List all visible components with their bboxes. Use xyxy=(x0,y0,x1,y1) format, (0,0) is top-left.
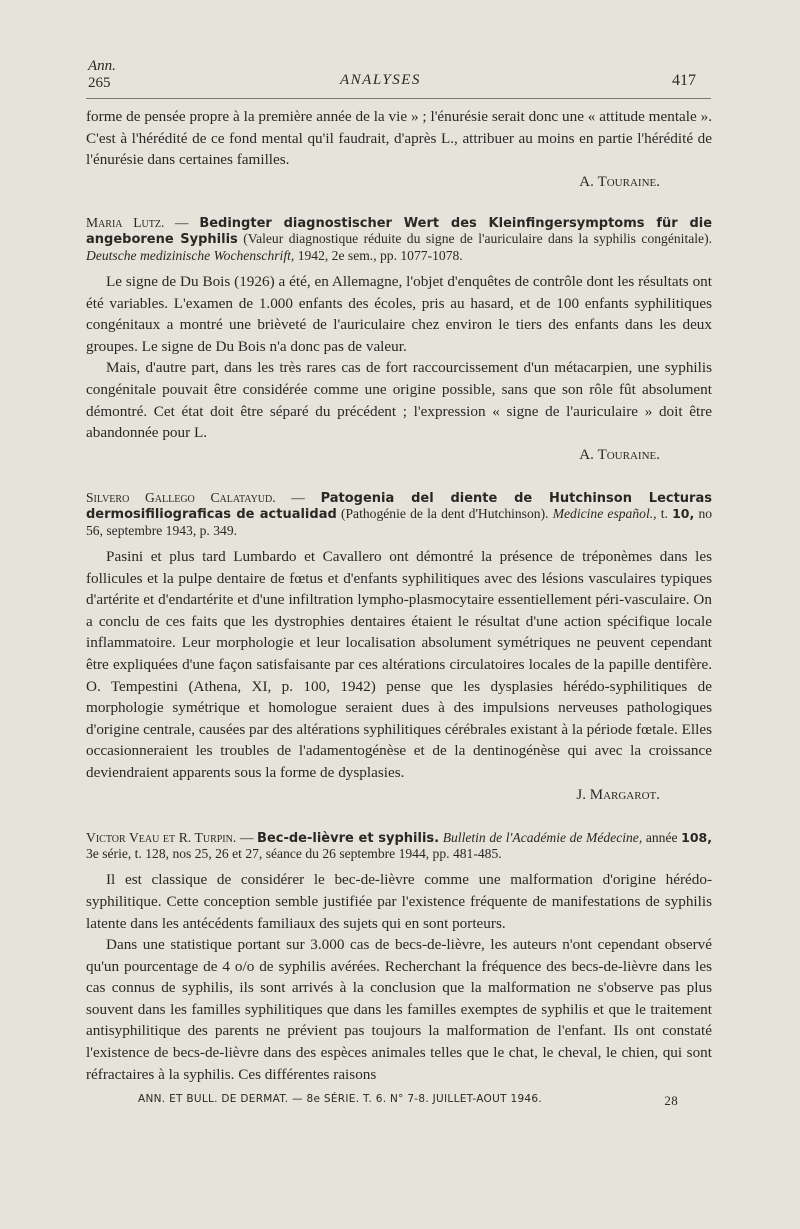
reference-detail: t. xyxy=(660,506,668,522)
reference-journal: Deutsche medizinische Wochenschrift, xyxy=(86,247,295,263)
reference-detail: année xyxy=(645,829,678,845)
running-head-left xyxy=(88,58,116,92)
running-head-number: 265 xyxy=(88,75,111,91)
reference-detail: 3e série, t. 128, nos 25, 26 et 27, séance du 26 septembre 1944, pp. 481-485. xyxy=(86,845,502,861)
footer-citation: ANN. ET BULL. DE DERMAT. — 8e SÉRIE. T. 6. N° 7-8. JUILLET-AOUT 1946. xyxy=(138,1093,543,1105)
reference-translation: (Valeur diagnostique réduite du signe de l'auriculaire dans la syphilis congénitale). xyxy=(243,231,713,247)
reference-title: Bedingter diagnostischer Wert des Kleinfingersymptoms für die angeborene Syphilis xyxy=(86,215,713,248)
article-reference xyxy=(86,830,712,862)
article-reference xyxy=(86,490,712,538)
reference-journal: Medicine español., xyxy=(552,506,657,522)
reference-title: Bec-de-lièvre et syphilis. xyxy=(257,830,440,846)
page-body xyxy=(86,106,712,1085)
paragraph: Il est classique de considérer le bec-de-lièvre comme une malformation d'origine hérédo-syphilitique. Cette conception semble justifiée par l'existence fréquente de manifestations de syphilis latente dans les antécédents familiaux des sujets qui en sont porteurs. xyxy=(86,871,712,932)
reference-journal: Bulletin de l'Académie de Médecine, xyxy=(442,829,643,845)
reference-detail: 1942, 2e sem., pp. 1077-1078. xyxy=(297,247,463,263)
page-number: 417 xyxy=(672,72,696,89)
reviewer-name: Touraine. xyxy=(597,446,660,463)
reference-detail: no 56, septembre 1943, p. 349. xyxy=(86,506,713,538)
paragraph: Le signe de Du Bois (1926) a été, en Allemagne, l'objet d'enquêtes de contrôle dont les résultats ont été variables. L'examen de 1.000 enfants des écoles, pris au hasard, et de 100 enfants syphilitiques congénitaux a montré une brièveté de l'auriculaire chez environ le tiers des enfants dans les deux groupes. Le signe de Du Bois n'a donc pas de valeur. xyxy=(86,273,712,355)
reference-translation: (Pathogénie de la dent d'Hutchinson). xyxy=(340,506,549,522)
reviewer-name: Margarot. xyxy=(589,786,660,803)
paragraph: Dans une statistique portant sur 3.000 cas de becs-de-lièvre, les auteurs n'ont cependant observé qu'un pourcentage de 4 o/o de syphilis avérées. Recherchant la fréquence des becs-de-lièvre dans les cas connus de syphilis, ils sont arrivés à la conclusion que la malformation ne s'observe pas plus souvent dans les familles syphilitiques que dans les familles exemptes de syphilis et que le traitement antisyphilitique des parents ne prévient pas toujours la malformation de l'enfant. Ils ont constaté l'existence de becs-de-lièvre dans des espèces animales telles que le chat, le cheval, le chien, qui sont réfractaires à la syphilis. Ces différentes raisons xyxy=(86,936,712,1083)
running-head-title: ANALYSES xyxy=(340,72,421,88)
paragraph: Mais, d'autre part, dans les très rares cas de fort raccourcissement d'un métacarpien, une syphilis congénitale pouvait être considérée comme une origine possible, sans que son rôle fût absolument démontré. Cet état doit être séparé du précédent ; l'expression « signe de l'auriculaire » doit être abandonnée pour L. xyxy=(86,359,712,442)
reviewer-initial: A. xyxy=(579,173,594,190)
reference-author: Silvero Gallego Calatayud. — xyxy=(86,489,305,505)
header-rule xyxy=(86,98,711,99)
page-footer xyxy=(138,1093,698,1108)
reference-author: Maria Lutz. — xyxy=(86,214,189,230)
article-reference xyxy=(86,215,712,263)
reference-author: Victor Veau et R. Turpin. — xyxy=(86,829,254,845)
reference-volume: 108, xyxy=(681,829,712,845)
paragraph: Pasini et plus tard Lumbardo et Cavallero ont démontré la présence de tréponèmes dans les follicules et la pulpe dentaire de fœtus et d'enfants syphilitiques avec des lésions vasculaires typiques d'artérite et d'endartérite et d'une infiltration lympho-plasmocytaire essentiellement péri-vasculaire. On a conclu de ces faits que les dystrophies dentaires étaient le résultat d'une action spécifique locale inflammatoire. Leur morphologie et leur localisation absolument symétriques ne peuvent cependant être expliquées d'une façon satisfaisante par ces altérations circulatoires locales de la papille dentifère. O. Tempestini (Athena, XI, p. 100, 1942) pense que les dysplasies hérédo-syphilitiques de morphologie symétrique et homologue seraient dues à des impulsions nerveuses pathologiques d'origine centrale, causées par des altérations syphilitiques cérébrales existant à la période fœtale. Elles occasionneraient les troubles de l'adamentogénèse et de la dentinogénèse qui avec la croissance deviendraient apparents sous la forme de dysplasies. xyxy=(86,547,712,781)
reviewer-signature xyxy=(86,784,712,806)
reference-volume: 10, xyxy=(672,506,695,522)
reviewer-signature xyxy=(86,171,712,193)
paragraph: forme de pensée propre à la première année de la vie » ; l'énurésie serait donc une « attitude mentale ». C'est à l'hérédité de ce fond mental qu'il faudrait, d'après L., attribuer au moins en partie l'hérédité de l'énurésie dans certaines familles. xyxy=(86,108,712,169)
reviewer-name: Touraine. xyxy=(597,173,660,190)
footer-sheet-number: 28 xyxy=(664,1093,678,1108)
running-head-abbrev: Ann. xyxy=(88,58,116,74)
reviewer-initial: J. xyxy=(576,786,586,803)
reviewer-initial: A. xyxy=(579,446,594,463)
reference-title: Patogenia del diente de Hutchinson Lecturas dermosifiliograficas de actualidad xyxy=(86,490,712,523)
reviewer-signature xyxy=(86,444,712,466)
